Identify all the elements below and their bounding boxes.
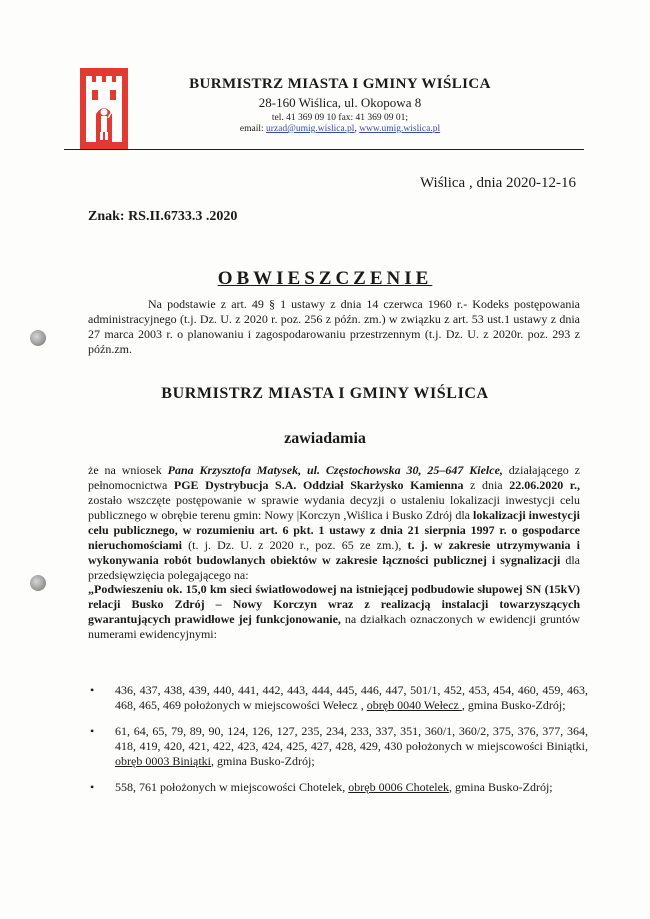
parcel-numbers: 436, 437, 438, 439, 440, 441, 442, 443, 444, 445, 446, 447, 501/1, 452, 453, 454, 460, 459, 463, 468, 465, 469 położonych w miejscowości Wełecz ,	[115, 683, 588, 712]
bullet-icon: •	[90, 683, 95, 697]
notice-text: z dnia	[463, 478, 510, 492]
reference-number: Znak: RS.II.6733.3 .2020	[88, 209, 238, 224]
bullet-icon: •	[90, 724, 95, 738]
document-heading	[0, 268, 650, 290]
list-item	[88, 724, 588, 769]
email-label: email:	[239, 124, 266, 134]
parcel-numbers: 61, 64, 65, 79, 89, 90, 124, 126, 127, 235, 234, 233, 337, 351, 360/1, 360/2, 375, 376, 377, 364, 418, 419, 420, 421, 422, 423, 424, 425, 427, 428, 429, 430 położonych w miejscowości Biniątki,	[115, 724, 588, 753]
email-link[interactable]: urzad@umig.wislica.pl	[266, 124, 355, 134]
bullet-icon: •	[90, 780, 95, 794]
contact-separator: ,	[354, 124, 360, 134]
proxy-company: PGE Dystrybucja S.A. Oddział Skarżysko Kamienna	[173, 478, 464, 492]
project-paragraph	[88, 582, 580, 642]
list-item	[88, 780, 588, 795]
document-heading-text: OBWIESZCZENIE	[217, 268, 433, 289]
header-divider	[64, 149, 584, 150]
list-item	[88, 683, 588, 713]
parcel-precinct: obręb 0003 Biniątki	[115, 754, 211, 768]
letterhead-phone: tel. 41 369 09 10 fax: 41 369 09 01;	[271, 113, 409, 123]
investment-purpose: lokalizacji inwestycji celu publicznego, w rozumieniu art. 6 pkt. 1 ustawy z dnia 21 sierpnia 1997 r. o gospodarce nieruchomościami	[88, 508, 580, 552]
letterhead-title: BURMISTRZ MIASTA I GMINY WIŚLICA	[189, 76, 491, 92]
parcel-municipality: , gmina Busko-Zdrój;	[211, 754, 315, 768]
parcel-municipality: , gmina Busko-Zdrój;	[461, 698, 566, 712]
wislica-coat-of-arms-logo	[80, 68, 128, 150]
notice-text: (t. j. Dz. U. z 2020 r., poz. 65 ze zm.),	[182, 538, 408, 552]
authority-heading: BURMISTRZ MIASTA I GMINY WIŚLICA	[161, 385, 489, 402]
proxy-date: 22.06.2020 r.,	[509, 478, 580, 492]
notice-text: zostało wszczęte postępowanie w sprawie wydania decyzji o ustaleniu lokalizacji inwestycji celu publicznego w obrębie terenu gmin: Nowy |Korczyn ,Wiślica i Busko Zdrój dla	[88, 493, 580, 522]
notice-text: działającego z pełnomocnictwa	[88, 463, 580, 492]
website-link[interactable]: www.umig.wislica.pl	[359, 124, 441, 134]
punch-hole	[30, 330, 46, 346]
investment-scope: t. j. w zakresie utrzymywania i wykonywania robót budowlanych obiektów w zakresie łączności publicznej i sygnalizacji	[88, 538, 581, 567]
parcel-precinct: obręb 0040 Wełecz	[366, 698, 462, 712]
project-tail: na działkach oznaczonych w ewidencji gruntów numerami ewidencyjnymi:	[88, 612, 580, 641]
legal-basis-paragraph: Na podstawie z art. 49 § 1 ustawy z dnia 14 czerwca 1960 r.- Kodeks postępowania administracyjnego (t.j. Dz. U. z 2020 r. poz. 256 z późn. zm.) w związku z art. 53 ust.1 ustawy z dnia 27 marca 2003 r. o planowaniu i zagospodarowaniu przestrzennym (t.j. Dz. U. z 2020r. poz. 293 z późn.zm.	[88, 297, 580, 356]
notice-paragraph	[88, 463, 580, 583]
project-title: „Podwieszeniu ok. 15,0 km sieci światłowodowej na istniejącej podbudowie słupowej SN (15kV) relacji Busko Zdrój – Nowy Korczyn wraz z realizacją instalacji towarzyszących gwarantujących prawidłowe jej funkcjonowanie,	[88, 582, 580, 626]
parcel-precinct: obręb 0006 Chotelek	[348, 780, 449, 794]
parcel-municipality: , gmina Busko-Zdrój;	[448, 780, 553, 794]
parcel-list	[88, 683, 588, 806]
announces-heading: zawiadamia	[284, 430, 366, 447]
notice-text: że na wniosek	[88, 463, 168, 477]
applicant: Pana Krzysztofa Matysek, ul. Częstochowska 30, 25–647 Kielce,	[167, 463, 503, 477]
parcel-numbers: 558, 761 położonych w miejscowości Chotelek,	[115, 780, 349, 794]
letterhead	[150, 76, 530, 134]
notice-text: dla przedsięwzięcia polegającego na:	[88, 553, 580, 582]
punch-hole	[30, 575, 46, 591]
letterhead-contact	[150, 124, 530, 134]
letterhead-address: 28-160 Wiślica, ul. Okopowa 8	[258, 95, 422, 110]
document-date: Wiślica , dnia 2020-12-16	[420, 175, 577, 191]
